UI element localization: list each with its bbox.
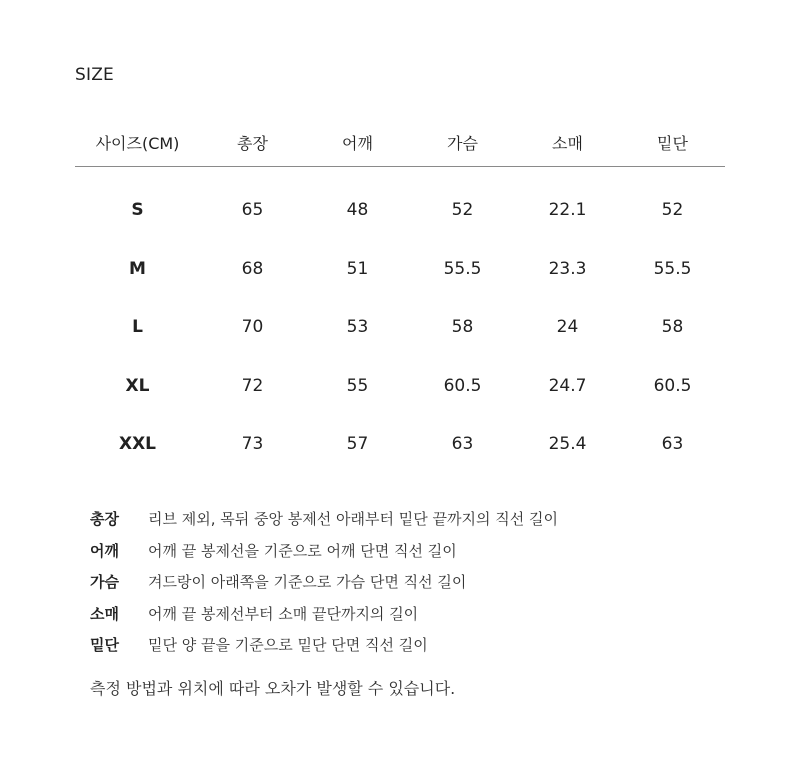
shoulder-cell: 51	[346, 258, 369, 279]
definition-item	[90, 598, 750, 630]
chest-cell: 55.5	[443, 258, 482, 279]
definition-term: 가슴	[90, 573, 119, 592]
size-table	[75, 118, 725, 474]
sleeve-cell: 23.3	[548, 258, 587, 279]
definition-term: 어깨	[90, 541, 119, 560]
shoulder-cell: 57	[346, 434, 369, 455]
hem-cell: 60.5	[653, 375, 692, 396]
chest-cell: 58	[451, 317, 474, 338]
chest-cell: 63	[451, 434, 474, 455]
sleeve-cell: 25.4	[548, 434, 587, 455]
total-length-cell: 70	[241, 317, 264, 338]
definition-item	[90, 535, 750, 567]
table-row	[75, 167, 725, 240]
total-length-cell: 65	[241, 200, 264, 221]
chest-cell: 60.5	[443, 375, 482, 396]
measurement-definitions	[90, 503, 750, 661]
hem-cell: 55.5	[653, 258, 692, 279]
definition-term: 밑단	[90, 636, 119, 655]
definition-item	[90, 566, 750, 598]
table-row	[75, 357, 725, 416]
shoulder-cell: 55	[346, 375, 369, 396]
definition-item	[90, 629, 750, 661]
header-hem: 밑단	[620, 118, 725, 167]
table-header-row	[75, 118, 725, 167]
hem-cell: 58	[661, 317, 684, 338]
definition-term: 총장	[90, 510, 119, 529]
definition-desc: 리브 제외, 목뒤 중앙 봉제선 아래부터 밑단 끝까지의 직선 길이	[148, 510, 558, 529]
size-cell: M	[129, 258, 146, 279]
definition-desc: 어깨 끝 봉제선을 기준으로 어깨 단면 직선 길이	[148, 541, 457, 560]
page-title: SIZE	[75, 65, 114, 85]
size-cell: XXL	[118, 434, 157, 455]
sleeve-cell: 24	[556, 317, 579, 338]
total-length-cell: 68	[241, 258, 264, 279]
definition-term: 소매	[90, 604, 119, 623]
sleeve-cell: 24.7	[548, 375, 587, 396]
definition-desc: 겨드랑이 아래쪽을 기준으로 가슴 단면 직선 길이	[148, 573, 467, 592]
table-row	[75, 415, 725, 474]
chest-cell: 52	[451, 200, 474, 221]
hem-cell: 63	[661, 434, 684, 455]
size-cell: S	[131, 200, 144, 221]
table-row	[75, 240, 725, 299]
size-cell: XL	[125, 375, 150, 396]
measurement-note: 측정 방법과 위치에 따라 오차가 발생할 수 있습니다.	[90, 679, 456, 698]
total-length-cell: 73	[241, 434, 264, 455]
shoulder-cell: 48	[346, 200, 369, 221]
definition-desc: 어깨 끝 봉제선부터 소매 끝단까지의 길이	[148, 604, 419, 623]
shoulder-cell: 53	[346, 317, 369, 338]
size-cell: L	[132, 317, 143, 338]
hem-cell: 52	[661, 200, 684, 221]
definition-desc: 밑단 양 끝을 기준으로 밑단 단면 직선 길이	[148, 636, 428, 655]
header-chest: 가슴	[410, 118, 515, 167]
header-shoulder: 어깨	[305, 118, 410, 167]
header-total-length: 총장	[200, 118, 305, 167]
table-row	[75, 298, 725, 357]
header-size: 사이즈(CM)	[75, 118, 200, 167]
total-length-cell: 72	[241, 375, 264, 396]
header-sleeve: 소매	[515, 118, 620, 167]
sleeve-cell: 22.1	[548, 200, 587, 221]
definition-item	[90, 503, 750, 535]
